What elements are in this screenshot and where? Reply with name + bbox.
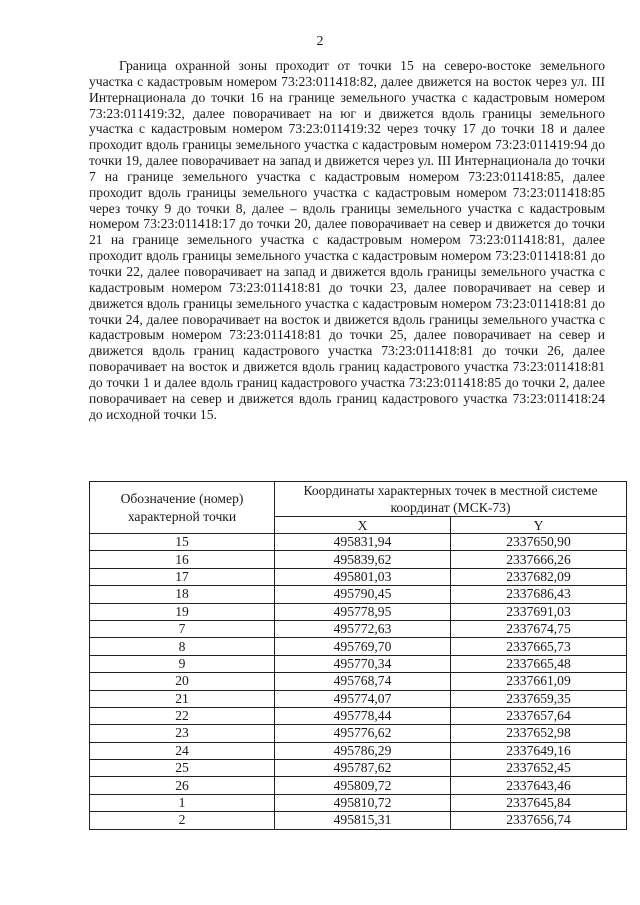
cell-point: 24 <box>90 742 275 759</box>
cell-x: 495815,31 <box>275 812 451 829</box>
table-row <box>90 707 627 724</box>
cell-x: 495778,44 <box>275 707 451 724</box>
cell-point: 7 <box>90 620 275 637</box>
cell-x: 495839,62 <box>275 551 451 568</box>
cell-y: 2337649,16 <box>451 742 627 759</box>
cell-point: 16 <box>90 551 275 568</box>
cell-point: 20 <box>90 673 275 690</box>
cell-point: 26 <box>90 777 275 794</box>
table-row <box>90 673 627 690</box>
cell-y: 2337643,46 <box>451 777 627 794</box>
table-row <box>90 794 627 811</box>
cell-x: 495801,03 <box>275 568 451 585</box>
cell-y: 2337665,48 <box>451 655 627 672</box>
page-number: 2 <box>316 34 324 49</box>
cell-y: 2337659,35 <box>451 690 627 707</box>
cell-point: 17 <box>90 568 275 585</box>
cell-y: 2337652,98 <box>451 725 627 742</box>
cell-y: 2337650,90 <box>451 534 627 551</box>
cell-point: 19 <box>90 603 275 620</box>
cell-x: 495769,70 <box>275 638 451 655</box>
table-row <box>90 603 627 620</box>
cell-y: 2337661,09 <box>451 673 627 690</box>
cell-y: 2337665,73 <box>451 638 627 655</box>
table-row <box>90 620 627 637</box>
boundary-description: Граница охранной зоны проходит от точки 15 на северо-востоке земельного участка с кадастровым номером 73:23:011418:82, далее движется на восток через ул. III Интернационала до точки 16 на границе земельного участка с кадастровым номером 73:23:011419:32, далее поворачивает на юг и движется вдоль границы земельного участка с кадастровым номером 73:23:011419:32 через точку 17 до точки 18 и далее проходит вдоль границы земельного участка с кадастровым номером 73:23:011419:94 до точки 19, далее поворачивает на запад и движется через ул. III Интернационала до точки 7 на границе земельного участка с кадастровым номером 73:23:011418:85, далее проходит вдоль границы земельного участка с кадастровым номером 73:23:011418:85 через точку 9 до точки 8, далее – вдоль границы земельного участка с кадастровым номером 73:23:011418:17 до точки 20, далее поворачивает на север и движется до точки 21 на границе земельного участка с кадастровым номером 73:23:011418:81, далее проходит вдоль границы земельного участка с кадастровым номером 73:23:011418:81 до точки 22, далее поворачивает на запад и движется вдоль границы земельного участка с кадастровым номером 73:23:011418:81 до точки 23, далее поворачивает на север и движется вдоль границы земельного участка с кадастровым номером 73:23:011418:81 до точки 24, далее поворачивает на восток и движется вдоль границы земельного участка с кадастровым номером 73:23:011418:81 до точки 25, далее поворачивает на север и движется вдоль границ кадастрового участка 73:23:011418:81 до точки 26, далее поворачивает на восток и движется вдоль границ кадастрового участка 73:23:011418:81 до точки 1 и далее вдоль границ кадастрового участка 73:23:011418:85 до точки 2, далее поворачивает на север и движется вдоль границ кадастрового участка 73:23:011418:24 до исходной точки 15. <box>89 58 605 422</box>
table-row <box>90 655 627 672</box>
header-point-designation: Обозначение (номер) характерной точки <box>90 482 275 534</box>
cell-x: 495778,95 <box>275 603 451 620</box>
cell-x: 495831,94 <box>275 534 451 551</box>
cell-x: 495772,63 <box>275 620 451 637</box>
header-y: Y <box>451 517 627 534</box>
table-row <box>90 777 627 794</box>
table-row <box>90 534 627 551</box>
table-row <box>90 551 627 568</box>
table-row <box>90 690 627 707</box>
table-row <box>90 568 627 585</box>
cell-y: 2337656,74 <box>451 812 627 829</box>
table-row <box>90 586 627 603</box>
cell-y: 2337691,03 <box>451 603 627 620</box>
cell-y: 2337666,26 <box>451 551 627 568</box>
cell-point: 1 <box>90 794 275 811</box>
table-row <box>90 760 627 777</box>
cell-y: 2337682,09 <box>451 568 627 585</box>
cell-x: 495790,45 <box>275 586 451 603</box>
coordinates-table-body <box>90 534 627 830</box>
cell-point: 2 <box>90 812 275 829</box>
cell-point: 8 <box>90 638 275 655</box>
cell-y: 2337674,75 <box>451 620 627 637</box>
table-header-row <box>90 482 627 517</box>
cell-x: 495776,62 <box>275 725 451 742</box>
cell-point: 22 <box>90 707 275 724</box>
cell-point: 18 <box>90 586 275 603</box>
cell-y: 2337657,64 <box>451 707 627 724</box>
cell-y: 2337645,84 <box>451 794 627 811</box>
table-row <box>90 725 627 742</box>
header-x: X <box>275 517 451 534</box>
cell-point: 21 <box>90 690 275 707</box>
cell-x: 495774,07 <box>275 690 451 707</box>
cell-point: 23 <box>90 725 275 742</box>
table-row <box>90 812 627 829</box>
coordinates-table <box>89 481 627 830</box>
cell-x: 495787,62 <box>275 760 451 777</box>
cell-x: 495810,72 <box>275 794 451 811</box>
cell-point: 9 <box>90 655 275 672</box>
cell-point: 25 <box>90 760 275 777</box>
cell-y: 2337686,43 <box>451 586 627 603</box>
cell-x: 495786,29 <box>275 742 451 759</box>
header-coordinates: Координаты характерных точек в местной системе координат (МСК-73) <box>275 482 627 517</box>
cell-x: 495768,74 <box>275 673 451 690</box>
cell-point: 15 <box>90 534 275 551</box>
table-row <box>90 638 627 655</box>
cell-x: 495809,72 <box>275 777 451 794</box>
cell-x: 495770,34 <box>275 655 451 672</box>
table-row <box>90 742 627 759</box>
cell-y: 2337652,45 <box>451 760 627 777</box>
